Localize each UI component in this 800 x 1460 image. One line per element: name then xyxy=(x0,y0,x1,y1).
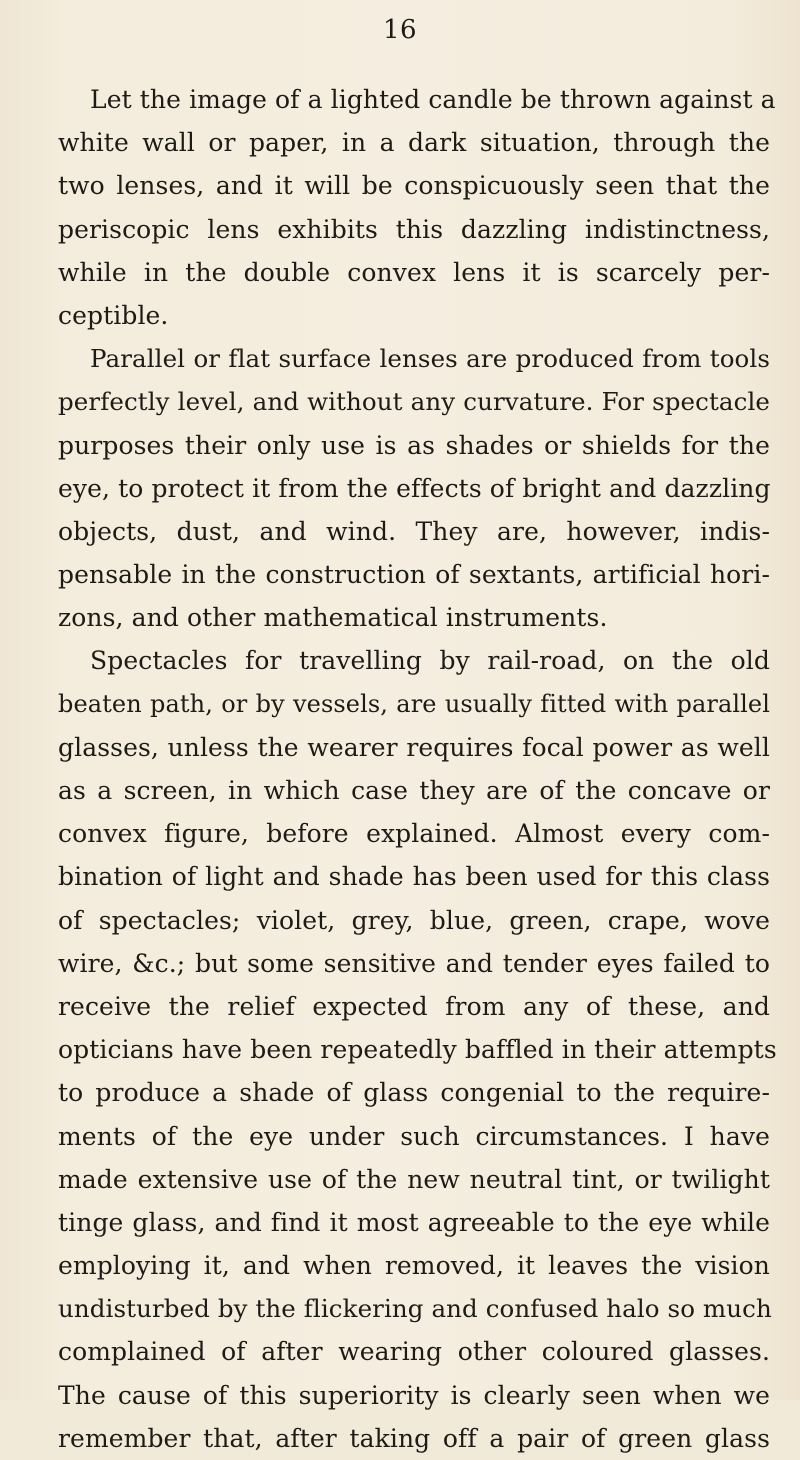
text-line: ceptible. xyxy=(58,300,169,330)
text-line: eye, to protect it from the effects of bright and dazzling xyxy=(58,473,771,503)
text-line: two lenses, and it will be conspicuously seen that the xyxy=(58,171,770,201)
text-line: Parallel or flat surface lenses are produced from tools xyxy=(90,344,770,374)
text-line: of spectacles; violet, grey, blue, green, crape, wove xyxy=(58,905,770,935)
text-line: perfectly level, and without any curvature. For spectacle xyxy=(58,387,770,417)
text-line: convex figure, before explained. Almost every com- xyxy=(58,819,770,849)
text-line: as a screen, in which case they are of the concave or xyxy=(58,776,770,805)
text-line: bination of light and shade has been used for this class xyxy=(58,862,770,892)
text-line: while in the double convex lens it is scarcely per- xyxy=(58,257,770,287)
text-line: employing it, and when removed, it leaves the vision xyxy=(58,1251,770,1281)
text-line: purposes their only use is as shades or shields for the xyxy=(58,430,770,460)
text-line: zons, and other mathematical instruments. xyxy=(58,603,608,633)
text-line: pensable in the construction of sextants, artificial hori- xyxy=(58,560,770,590)
text-line: tinge glass, and find it most agreeable to the eye while xyxy=(58,1207,770,1237)
text-line: beaten path, or by vessels, are usually fitted with parallel xyxy=(58,689,770,718)
text-line: white wall or paper, in a dark situation, through the xyxy=(58,128,770,158)
text-line: wire, &c.; but some sensitive and tender eyes failed to xyxy=(58,948,770,978)
text-line: ments of the eye under such circumstances. I have xyxy=(58,1121,770,1151)
text-line: Let the image of a lighted candle be thrown against a xyxy=(90,85,776,114)
text-line: Spectacles for travelling by rail-road, on the old xyxy=(90,646,770,676)
text-line: glasses, unless the wearer requires focal power as well xyxy=(58,732,770,762)
page-number: 16 xyxy=(382,15,418,45)
body-text xyxy=(58,78,777,1460)
text-line: periscopic lens exhibits this dazzling indistinctness, xyxy=(58,214,770,244)
text-line: receive the relief expected from any of these, and xyxy=(58,991,770,1021)
text-line: opticians have been repeatedly baffled in their attempts xyxy=(58,1035,777,1065)
text-line: complained of after wearing other coloured glasses. xyxy=(58,1337,770,1367)
text-line: undisturbed by the flickering and confused halo so much xyxy=(58,1294,772,1324)
text-line: made extensive use of the new neutral tint, or twilight xyxy=(58,1164,770,1194)
text-line: to produce a shade of glass congenial to the require- xyxy=(58,1078,770,1108)
text-line: remember that, after taking off a pair of green glass xyxy=(58,1423,770,1453)
text-line: The cause of this superiority is clearly seen when we xyxy=(58,1380,770,1410)
text-line: objects, dust, and wind. They are, however, indis- xyxy=(58,516,770,546)
